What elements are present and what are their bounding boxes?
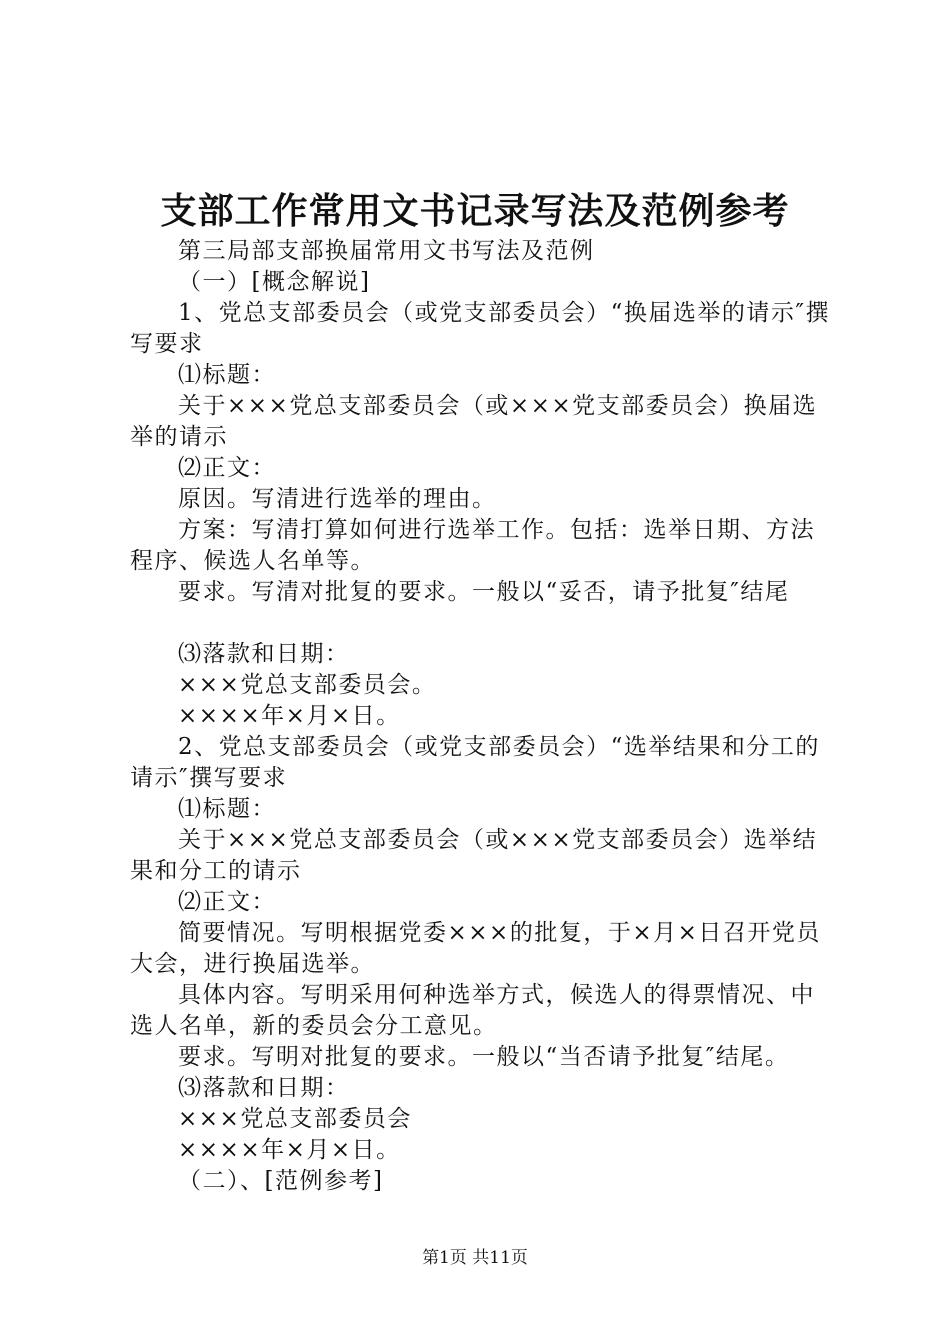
paragraph: 方案：写清打算如何进行选举工作。包括：选举日期、方法程序、候选人名单等。: [130, 517, 815, 574]
paragraph: ⑶落款和日期：: [178, 641, 350, 667]
document-title: 支部工作常用文书记录写法及范例参考: [160, 190, 790, 232]
paragraph: ⑵正文：: [178, 455, 276, 481]
paragraph: ××××年×月×日。: [178, 1137, 401, 1163]
blank-line: [130, 608, 835, 639]
paragraph: 具体内容。写明采用何种选举方式，候选人的得票情况、中选人名单，新的委员会分工意见。: [130, 982, 815, 1039]
paragraph: ⑵正文：: [178, 889, 276, 915]
paragraph: ⑴标题：: [178, 796, 276, 822]
paragraph: 2、党总支部委员会（或党支部委员会）“选举结果和分工的请示″撰写要求: [130, 734, 820, 791]
paragraph: （一）[概念解说]: [178, 269, 371, 295]
paragraph: 要求。写清对批复的要求。一般以“妥否，请予批复″结尾: [178, 579, 790, 605]
paragraph: ⑴标题：: [178, 362, 276, 388]
paragraph: （二）、[范例参考]: [178, 1168, 384, 1194]
paragraph: 简要情况。写明根据党委×××的批复，于×月×日召开党员大会，进行换届选举。: [130, 920, 821, 977]
paragraph: 关于×××党总支部委员会（或×××党支部委员会）换届选举的请示: [130, 393, 818, 450]
document-body: [130, 236, 835, 1197]
paragraph: 要求。写明对批复的要求。一般以“当否请予批复″结尾。: [178, 1044, 790, 1070]
paragraph: ⑶落款和日期：: [178, 1075, 350, 1101]
paragraph: ×××党总支部委员会: [178, 1106, 412, 1132]
page-footer: 第1页 共11页: [422, 1248, 528, 1268]
paragraph: ×××党总支部委员会。: [178, 672, 437, 698]
paragraph: 关于×××党总支部委员会（或×××党支部委员会）选举结果和分工的请示: [130, 827, 818, 884]
paragraph: 第三局部支部换届常用文书写法及范例: [178, 238, 595, 264]
paragraph: ××××年×月×日。: [178, 703, 401, 729]
paragraph: 1、党总支部委员会（或党支部委员会）“换届选举的请示″撰写要求: [130, 300, 830, 357]
paragraph: 原因。写清进行选举的理由。: [178, 486, 497, 512]
